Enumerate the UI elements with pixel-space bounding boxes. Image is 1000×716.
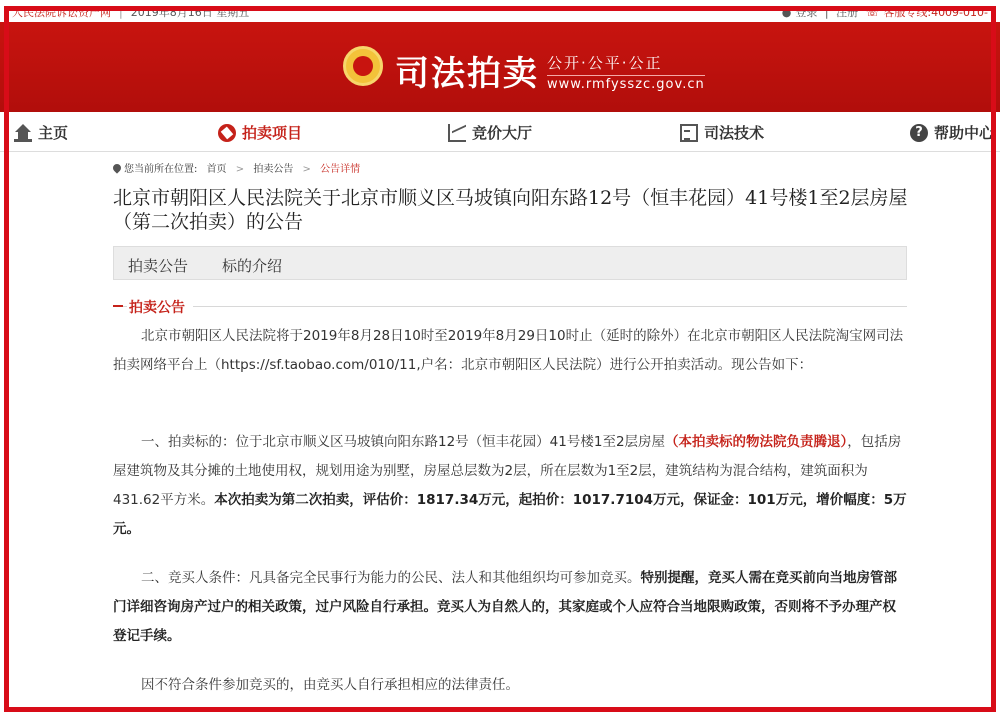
section-title: 拍卖公告 xyxy=(127,297,193,317)
item-details: ，包括房屋建筑物及其分摊的土地使用权，规划用途为别墅，房屋总层数为2层，所在层数为1至2层，建筑结构为混合结构，建筑面积为431.62平方米。 xyxy=(113,434,902,508)
gavel-icon xyxy=(218,124,236,142)
current-date: 2019年8月16日 星期五 xyxy=(130,6,250,19)
breadcrumb-announcements-link[interactable]: 拍卖公告 xyxy=(253,164,294,175)
tab-auction-notice[interactable]: 拍卖公告 xyxy=(128,257,189,275)
breadcrumb xyxy=(113,160,360,175)
notice-paragraph-liability: 因不符合条件参加竞买的，由竞买人自行承担相应的法律责任。 xyxy=(141,677,519,693)
item-desc: 一、拍卖标的：位于北京市顺义区马坡镇向阳东路12号（恒丰花园）41号楼1至2层房屋 xyxy=(141,434,666,450)
nav-label: 主页 xyxy=(38,124,69,142)
brand-logo-text[interactable]: 司法拍卖 xyxy=(395,54,539,94)
breadcrumb-separator: > xyxy=(235,164,245,175)
notice-paragraph-item xyxy=(113,428,908,544)
slogan: 公开·公平·公正 xyxy=(547,54,663,72)
register-link[interactable]: 注册 xyxy=(836,6,859,19)
login-link[interactable]: 登录 xyxy=(795,6,818,19)
nav-label: 司法技术 xyxy=(704,124,765,142)
content-tabs xyxy=(113,246,907,280)
chart-icon xyxy=(448,124,466,142)
breadcrumb-separator: > xyxy=(302,164,311,175)
nav-label: 帮助中心 xyxy=(934,124,995,142)
nav-item-judicial-tech[interactable] xyxy=(680,122,764,143)
divider: | xyxy=(119,6,123,19)
phone-icon: ☏ xyxy=(865,6,880,19)
accent-dash xyxy=(113,305,123,307)
nav-item-home[interactable] xyxy=(14,122,68,143)
top-info-bar xyxy=(0,0,1000,22)
bidder-conditions: 二、竞买人条件：凡具备完全民事行为能力的公民、法人和其他组织均可参加竞买。 xyxy=(141,570,641,586)
page-title: 北京市朝阳区人民法院关于北京市顺义区马坡镇向阳东路12号（恒丰花园）41号楼1至2层房屋（第二次拍卖）的公告 xyxy=(113,187,908,233)
court-emblem-icon xyxy=(343,46,383,86)
nav-label: 竞价大厅 xyxy=(472,124,533,142)
breadcrumb-prefix: 您当前所在位置: xyxy=(124,164,198,175)
site-url: www.rmfysszc.gov.cn xyxy=(547,77,705,92)
nav-item-help-center[interactable] xyxy=(910,122,994,143)
site-name-link[interactable]: 人民法院诉讼资产网 xyxy=(12,6,111,19)
divider: | xyxy=(824,6,829,19)
section-header xyxy=(113,296,907,316)
help-icon: ? xyxy=(910,124,928,142)
home-icon xyxy=(14,124,32,142)
divider xyxy=(113,306,907,307)
notice-paragraph-intro: 北京市朝阳区人民法院将于2019年8月28日10时至2019年8月29日10时止（延时的除外）在北京市朝阳区人民法院淘宝网司法拍卖网络平台上（https://sf.taobao.com/010/11,户名：北京市朝阳区人民法院）进行公开拍卖活动。现公告如下： xyxy=(113,328,904,373)
header-banner xyxy=(0,22,1000,112)
eviction-note: （本拍卖标的物法院负责腾退） xyxy=(665,434,848,450)
tab-item-intro[interactable]: 标的介绍 xyxy=(222,257,283,275)
notice-paragraph-bidder xyxy=(113,564,908,651)
nav-item-auction-projects[interactable] xyxy=(218,122,302,143)
hotline-text: 客服专线:4009-010- xyxy=(883,6,988,19)
price-info: 本次拍卖为第二次拍卖，评估价：1817.34万元，起拍价：1017.7104万元，保证金：101万元，增价幅度：5万元。 xyxy=(113,492,907,537)
location-pin-icon xyxy=(111,162,122,173)
document-icon xyxy=(680,124,698,142)
nav-item-bidding-hall[interactable] xyxy=(448,122,532,143)
main-nav xyxy=(0,112,1000,152)
breadcrumb-home-link[interactable]: 首页 xyxy=(206,164,227,175)
special-reminder: 特别提醒，竞买人需在竞买前向当地房管部门详细咨询房产过户的相关政策，过户风险自行承担。竞买人为自然人的，其家庭或个人应符合当地限购政策，否则将不予办理产权登记手续。 xyxy=(113,570,897,644)
user-icon: ● xyxy=(781,6,792,19)
breadcrumb-current: 公告详情 xyxy=(320,164,361,175)
nav-label: 拍卖项目 xyxy=(242,124,303,142)
